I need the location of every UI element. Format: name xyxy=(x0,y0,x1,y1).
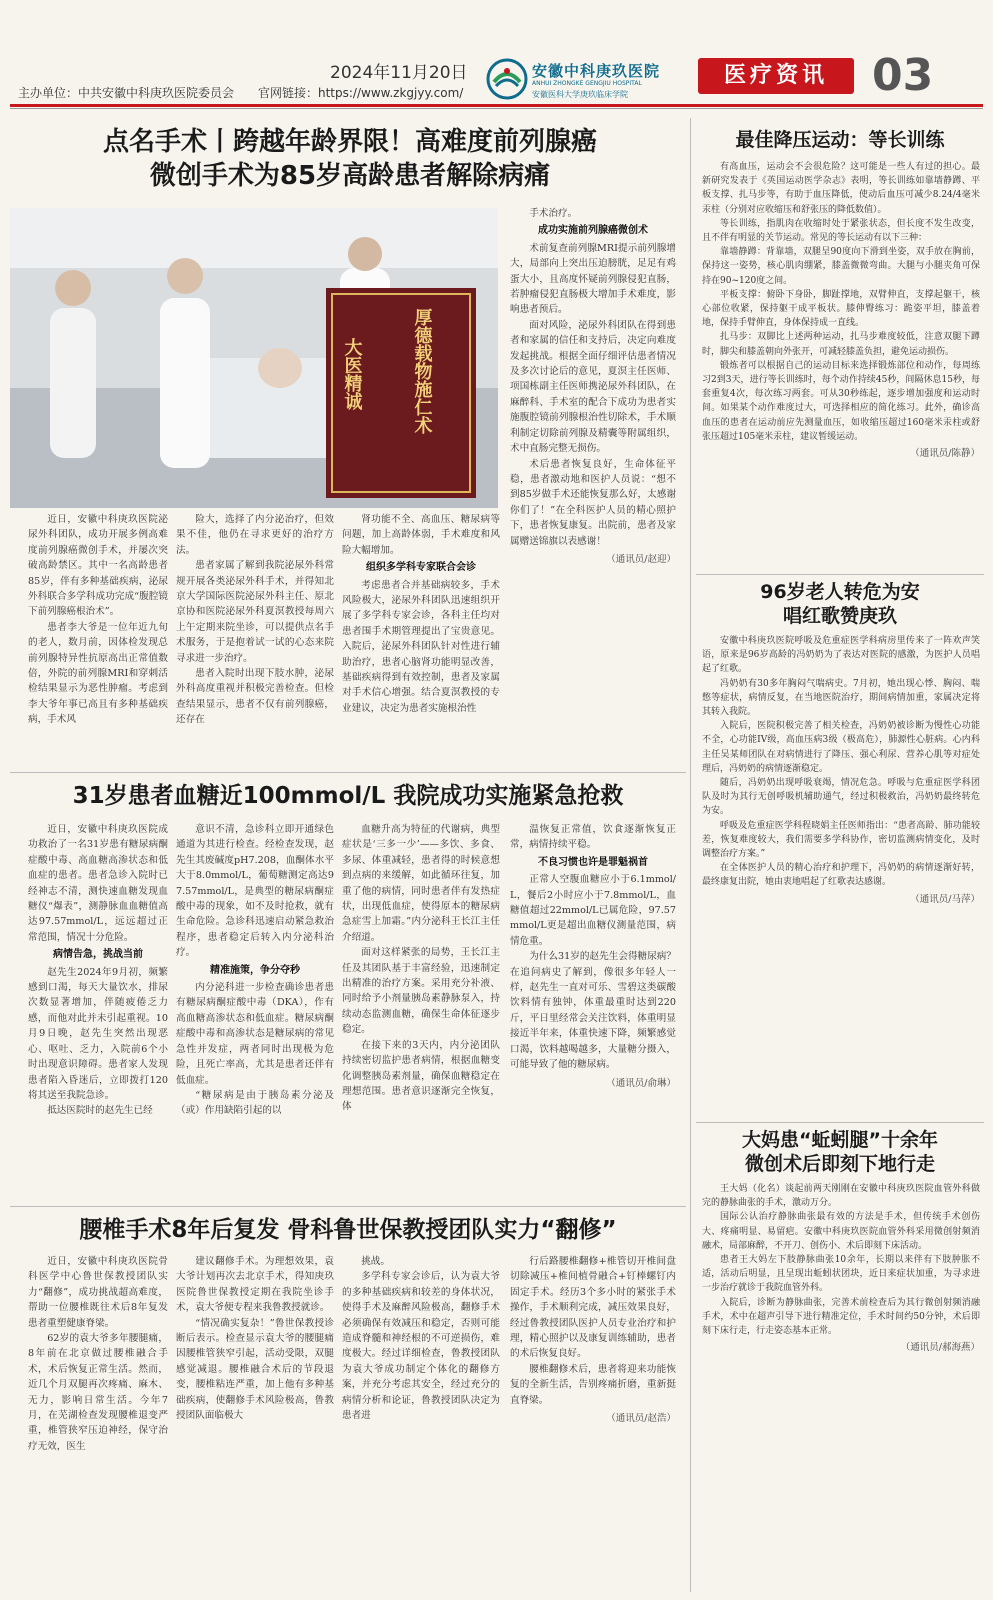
paragraph: 靠墙静蹲：背靠墙，双腿呈90度向下滑到坐姿，双手放在胸前，保持这一姿势，核心肌肉绷紧，膝盖微微弯曲。大腿与小腿夹角可保持在90~120度之间。 xyxy=(702,247,980,286)
article2-col3 xyxy=(342,822,500,1200)
paragraph: 面对风险，泌尿外科团队在得到患者和家属的信任和支持后，决定向难度发起挑战。根据全面仔细评估患者情况及多次讨论后的意见，夏溟主任医师、项国栋副主任医师携泌尿外科团队，在麻醉科、手术室的配合下成功为患者实施腹腔镜前列腺根治性切除术，手术顺利制定切除前列腺及精囊等附属组织，术中直肠完整无损伤。 xyxy=(510,319,676,455)
paragraph: 多学科专家会诊后，认为袁大爷的多种基础疾病和较差的身体状况，使得手术及麻醉风险极高，翻修手术必须确保有效减压和稳定，否则可能造成脊髓和神经根的不可逆损伤，难度极大。经过详细检查，鲁教授团队为袁大爷成功制定个体化的翻修方案，并充分考虑其安全，经过充分的病情分析和论证，鲁教授团队决定为患者进 xyxy=(342,1271,500,1422)
article3-col4 xyxy=(510,1254,676,1588)
sidebar-divider xyxy=(690,118,691,1592)
paragraph: 手术治疗。 xyxy=(529,208,578,219)
side3-byline: （通讯员/郝海燕） xyxy=(900,1342,980,1354)
paragraph: 平板支撑：俯卧下身卧，脚趾撑地，双臂伸直，支撑起躯干，核心部位收紧，保持躯干成平板状。膝伸臀练习：跪姿平坦，膝盖着地，保持手臂伸直，身体保持成一直线。 xyxy=(702,289,980,329)
section-label: 医疗资讯 xyxy=(698,58,854,94)
article1-col1 xyxy=(28,512,168,766)
article3-col2 xyxy=(176,1254,334,1588)
side2-title-line2: 唱红歌赞庚玖 xyxy=(782,605,897,627)
paragraph: 患者李大爷是一位年近九旬的老人，数月前，因体检发现总前列腺特异性抗原高出正常值数倍，外院的前列腺MRI和穿刺活检结果显示为恶性肿瘤。考虑到李大爷年事已高且有多种基础疾病，手术风 xyxy=(28,621,168,726)
paragraph: 锻炼者可以根据自己的运动目标来选择锻炼部位和动作，每周练习2到3天，进行等长训练时，每个动作持续45秒，间隔休息15秒，每套重复4次，每次练习两套。可从30秒练起，逐步增加强度和运动时间。如果某个动作难度过大，可选择相应的简化练习。此外，确诊高血压的患者在运动前应先测量血压，如收缩压超过160毫米汞柱或舒张压超过105毫米汞柱，建议暂缓运动。 xyxy=(702,360,980,442)
paragraph: 险大，选择了内分泌治疗，但效果不佳，他仍在寻求更好的治疗方法。 xyxy=(176,514,334,556)
paragraph: 在接下来的3天内，内分泌团队持续密切监护患者病情，根据血糖变化调整胰岛素剂量，确保血糖稳定在理想范围。患者意识逐渐完全恢复，体 xyxy=(342,1039,500,1113)
banner-left-text: 大医精诚 xyxy=(341,338,363,410)
hospital-logo-icon xyxy=(486,58,528,100)
paragraph: 患者入院时出现下肢水肿，泌尿外科高度重视并积极完善检查。但检查结果显示，患者不仅有前列腺癌，还存在 xyxy=(176,668,334,726)
paragraph: 腰椎翻修术后，患者将迎来功能恢复的全新生活，告别疼痛折磨，重新挺直脊梁。 xyxy=(510,1363,676,1406)
paragraph: 赵先生2024年9月初，频繁感到口渴，每天大量饮水，排尿次数显著增加，伴随疲倦乏力感，而他对此并未引起重视。10月9日晚，赵先生突然出现恶心、呕吐、乏力，入院前6个小时出现意识障碍。患者家人发现患者陷入昏迷后，立即拨打120将其送至我院急诊。 xyxy=(28,966,168,1101)
paragraph: 扎马步：双脚比上述两种运动，扎马步难度较低，注意双腿下蹲时，脚尖和膝盖朝向外张开，可减轻膝盖负担，避免运动损伤。 xyxy=(702,332,980,357)
paragraph: 建议翻修手术。为理想效果，袁大爷计划再次去北京手术，得知庚玖医院鲁世保教授定期在我院坐诊手术，袁大爷便专程来我鲁教授就诊。 xyxy=(176,1256,334,1314)
subheading: 精准施策，争分夺秒 xyxy=(210,964,300,976)
side2-byline: （通讯员/马萍） xyxy=(910,893,980,905)
issue-date: 2024年11月20日 xyxy=(330,63,468,83)
paragraph: 内分泌科进一步检查确诊患者患有糖尿病酮症酸中毒（DKA），作有高血糖高渗状态和低血症。糖尿病酮症酸中毒和高渗状态是糖尿病的常见急性并发症，两者同时出现极为危险，且死亡率高，尤其是患者还伴有低血症。 xyxy=(176,982,334,1086)
subheading: 组织多学科专家联合会诊 xyxy=(366,562,476,574)
article1-col4 xyxy=(510,206,676,766)
hospital-logo xyxy=(486,56,686,102)
website-link[interactable]: 官网链接：https://www.zkgjyy.com/ xyxy=(258,86,464,100)
paragraph: “糖尿病是由于胰岛素分泌及（或）作用缺陷引起的以 xyxy=(176,1089,334,1117)
article2-byline: （通讯员/俞琳） xyxy=(606,1077,676,1089)
side3-title-line2: 微创术后即刻下地行走 xyxy=(744,1153,935,1175)
paragraph: 入院后，诊断为静脉曲张，完善术前检查后为其行微创射频消融手术，术中在超声引导下进行精准定位，手术时间约50分钟，术后即刻下床行走，行走姿态基本正常。 xyxy=(702,1297,980,1337)
paragraph: 近日，安徽中科庚玖医院骨科医学中心鲁世保教授团队实力“翻修”，成功挑战超高难度，帮助一位腰椎既往术后8年复发患者重塑健康脊梁。 xyxy=(28,1256,168,1329)
paragraph: 患者王大妈左下肢静脉曲张10余年，长期以来伴有下肢肿胀不适，活动后明显，且呈现出蚯蚓状团块，近日来症状加重，为寻求进一步治疗就诊于我院血管外科。 xyxy=(702,1255,980,1294)
logo-chinese-name: 安徽中科庚玖医院 xyxy=(532,62,661,80)
paragraph: 意识不清，急诊科立即开通绿色通道为其进行检查。经检查发现，赵先生其废碱度pH7.208，血酮体水平大于8.0mmol/L，葡萄糖测定高达97.57mmol/L，是典型的糖尿病酮症酸中毒的现象，如不及时抢救，就有生命危险。急诊科迅速启动紧急救治程序，患者稳定后转入内分泌科治疗。 xyxy=(176,824,334,959)
side3-title-line1: 大妈患“蚯蚓腿”十余年 xyxy=(742,1129,938,1151)
paragraph: 温恢复正常值，饮食逐渐恢复正常，病情持续平稳。 xyxy=(510,824,676,851)
paragraph: 62岁的袁大爷多年腰腿痛，8年前在北京做过腰椎融合手术，术后恢复正常生活。然而，近几个月双腿再次疼痛、麻木、无力，影响日常生活。今年7月，在芜湖检查发现腰椎退变严重，椎管狭窄压迫神经，保守治疗无效，医生 xyxy=(28,1333,168,1452)
paragraph: 考虑患者合并基础病较多，手术风险极大，泌尿外科团队迅速组织开展了多学科专家会诊，各科主任均对患者围手术期管理提出了宝贵意见。入院后，泌尿外科团队针对性进行辅助治疗，患者心脑肾功能明显改善，基础疾病得到有效控制，患者及家属对手术信心增强。结合夏溟教授的专业建议，决定为患者实施根治性 xyxy=(342,579,500,714)
paragraph: 为什么31岁的赵先生会得糖尿病？在追问病史了解到，像很多年轻人一样，赵先生一直对可乐、雪碧这类碳酸饮料情有独钟，体重最重时达到220斤，平日里经常会关注饮料，体重明显接近半年来，体重快速下降，频繁感觉口渴，饮料越喝越多，大量糖分摄入，可能导致了他的糖尿病。 xyxy=(510,951,676,1071)
paragraph: 术后患者恢复良好，生命体征平稳，患者激动地和医护人员说：“想不到85岁做手术还能恢复那么好，太感谢你们了！”在全科医护人员的精心照护下，患者恢复康复。出院前，患者及家属赠送锦旗以表感谢！ xyxy=(510,458,676,547)
subheading: 不良习惯也许是罪魁祸首 xyxy=(538,856,648,868)
logo-english-name: ANHUI ZHONGKE GENGJIU HOSPITAL xyxy=(532,80,642,87)
banner-right-text: 厚德载物施仁术 xyxy=(411,308,433,434)
divider xyxy=(10,1206,686,1207)
paragraph: “情况确实复杂！”鲁世保教授诊断后表示。检查显示袁大爷的腰腿痛因腰椎管狭窄引起，活动受限，双腿感觉减退。腰椎融合术后的节段退变，腰椎粘连严重，加上他有多种基础疾病，使翻修手术风险极高，鲁教授团队面临极大 xyxy=(176,1317,334,1422)
header-rule-thin xyxy=(10,108,983,109)
paragraph: 国际公认治疗静脉曲张最有效的方法是手术，但传统手术创伤大、疼痛明显、易留疤。安徽中科庚玖医院血管外科采用微创射频消融术，局部麻醉，不开刀、创伤小、术后即刻下床活动。 xyxy=(702,1212,980,1251)
article3-col1 xyxy=(28,1254,168,1588)
subheading: 病情告急，挑战当前 xyxy=(53,949,143,961)
side2-title-line1: 96岁老人转危为安 xyxy=(760,581,920,603)
side1-body xyxy=(702,160,980,568)
masthead xyxy=(0,0,993,112)
article1-photo xyxy=(10,208,498,508)
paragraph: 有高血压，运动会不会很危险？这可能是一些人有过的担心。最新研究发表于《英国运动医学杂志》表明，等长训练如靠墙静蹲、平板支撑、扎马步等，有助于血压降低，使动后血压可减少8.24/4毫米汞柱（分别对应收缩压和舒张压的降低数值）。 xyxy=(702,162,980,215)
paragraph: 正常人空腹血糖应小于6.1mmol/L，餐后2小时应小于7.8mmol/L，血糖值超过22mmol/L已属危险，97.57mmol/L更是超出血糖仪测量范围，病情危重。 xyxy=(510,874,676,947)
article1-title-line1: 点名手术丨跨越年龄界限！高难度前列腺癌 xyxy=(102,127,597,157)
paragraph: 肾功能不全、高血压、糖尿病等问题，加上高龄体弱，手术难度和风险大幅增加。 xyxy=(342,514,500,556)
divider xyxy=(696,574,984,575)
article1-col2 xyxy=(176,512,334,766)
page-number: 03 xyxy=(872,50,934,101)
article2-col4 xyxy=(510,822,676,1200)
publisher-info: 主办单位：中共安徽中科庚玖医院委员会 xyxy=(18,86,235,100)
article2-col2 xyxy=(176,822,334,1200)
header-rule xyxy=(10,104,983,107)
article3-title: 腰椎手术8年后复发 骨科鲁世保教授团队实力“翻修” xyxy=(79,1217,617,1243)
paragraph: 在全体医护人员的精心治疗和护理下，冯奶奶的病情逐渐好转，最终康复出院，她由衷地唱起了红歌表达感谢。 xyxy=(702,863,980,888)
side2-body xyxy=(702,634,980,1116)
side1-title: 最佳降压运动：等长训练 xyxy=(735,129,945,151)
paragraph: 近日，安徽中科庚玖医院泌尿外科团队，成功开展多例高难度前列腺癌微创手术，并屡次突破高龄禁区。其中一名高龄患者85岁，伴有多种基础疾病，泌尿外科联合多学科成功完成“腹腔镜下前列腺癌根治术”。 xyxy=(28,514,168,618)
article1-byline: （通讯员/赵迎） xyxy=(606,553,676,565)
divider xyxy=(10,772,686,773)
paragraph: 等长训练，指肌肉在收缩时处于紧张状态，但长度不发生改变，且不伴有明显的关节运动。常见的等长运动有以下三种： xyxy=(702,218,980,244)
article3-col3 xyxy=(342,1254,500,1588)
paragraph: 血糖升高为特征的代谢病，典型症状是‘三多一少’——多饮、多食、多尿、体重减轻，患者得的时候意想到点病的来缓解，如此循环往复，加重了他的病情，同时患者伴有发热症状，出现低血症，使得原本的糖尿病急症雪上加霜。”内分泌科王长江主任介绍道。 xyxy=(342,824,500,943)
side3-body xyxy=(702,1182,980,1590)
divider xyxy=(696,1122,984,1123)
side1-byline: （通讯员/陈静） xyxy=(910,448,980,460)
paragraph: 呼吸及危重症医学科程晓娟主任医师指出：“患者高龄、肺功能较差，恢复难度较大，我们需要多学科协作，密切监测病情变化，及时调整治疗方案。” xyxy=(702,820,980,860)
paragraph: 患者家属了解到我院泌尿外科常规开展各类泌尿外科手术，并得知北京大学国际医院泌尿外科主任、原北京协和医院泌尿外科夏溟教授每周六上午定期来院坐诊，可以提供点名手术服务，于是抱着试一试的心态来院寻求进一步治疗。 xyxy=(176,560,334,664)
paragraph: 抵达医院时的赵先生已经 xyxy=(47,1105,153,1117)
paragraph: 行后路腰椎翻修+椎管切开椎间盘切除减压+椎间植骨融合+钉棒螺钉内固定手术。经历3个多小时的紧张手术操作，手术顺利完成，减压效果良好，经过鲁教授团队医护人员专业治疗和护理，精心照护以及康复训练辅助，患者的术后恢复良好。 xyxy=(510,1256,676,1360)
hospital-ward-photo-icon xyxy=(10,208,498,508)
article1-col3 xyxy=(342,512,500,766)
subheading: 成功实施前列腺癌微创术 xyxy=(538,225,648,237)
paragraph: 面对这样紧张的局势，王长江主任及其团队基于丰富经验，迅速制定出精准的治疗方案。采用充分补液、同时给予小剂量胰岛素静脉泵入，持续动态监测血糖，确保生命体征逐步稳定。 xyxy=(342,947,500,1036)
paragraph: 冯奶奶有30多年胸闷气喘病史。7月初，她出现心悸、胸闷、喘憋等症状，病情反复，在当地医院治疗，期间病情加重，家属决定将其转入我院。 xyxy=(702,678,980,718)
paragraph: 术前复查前列腺MRI提示前列腺增大，局部向上突出压迫膀胱，足足有鸡蛋大小，且高度怀疑前列腺侵犯直肠，若肿瘤侵犯直肠极大增加手术难度，影响患者预后。 xyxy=(510,242,676,316)
article2-col1 xyxy=(28,822,168,1200)
paragraph: 入院后，医院积极完善了相关检查，冯奶奶被诊断为慢性心功能不全，心功能IV级，高血压病3级（极高危），肺源性心脏病。心内科主任吴某师团队在对病情进行了降压、强心利尿、营养心肌等对症处理后，冯奶奶的病情逐渐稳定。 xyxy=(702,721,980,774)
paragraph: 随后，冯奶奶出现呼吸衰竭，情况危急。呼吸与危重症医学科团队及时为其行无创呼吸机辅助通气，经过积极救治，冯奶奶最终转危为安。 xyxy=(702,778,980,817)
article3-byline: （通讯员/赵浩） xyxy=(606,1413,676,1425)
article2-title: 31岁患者血糖近100mmol/L 我院成功实施紧急抢救 xyxy=(72,783,624,809)
paragraph: 挑战。 xyxy=(361,1256,390,1267)
article1-title-line2: 微创手术为85岁高龄患者解除病痛 xyxy=(149,161,551,191)
paragraph: 近日，安徽中科庚玖医院成功救治了一名31岁患有糖尿病酮症酸中毒、高血糖高渗状态和低血症的患者。患者急诊入院时已经神志不清，测快速血糖发现血糖仪“爆表”，测静脉血血糖值高达97.57mmol/L，远远超过正常范围，情况十分危险。 xyxy=(28,824,168,943)
logo-subtitle: 安徽医科大学庚玖临床学院 xyxy=(532,90,628,99)
paragraph: 王大妈（化名）谈起前两天刚刚在安徽中科庚玖医院血管外科做完的静脉曲张的手术，激动万分。 xyxy=(702,1184,980,1209)
paragraph: 安徽中科庚玖医院呼吸及危重症医学科病房里传来了一阵欢声笑语，原来是96岁高龄的冯奶奶为了表达对医院的感激，为医护人员唱起了红歌。 xyxy=(702,636,980,675)
